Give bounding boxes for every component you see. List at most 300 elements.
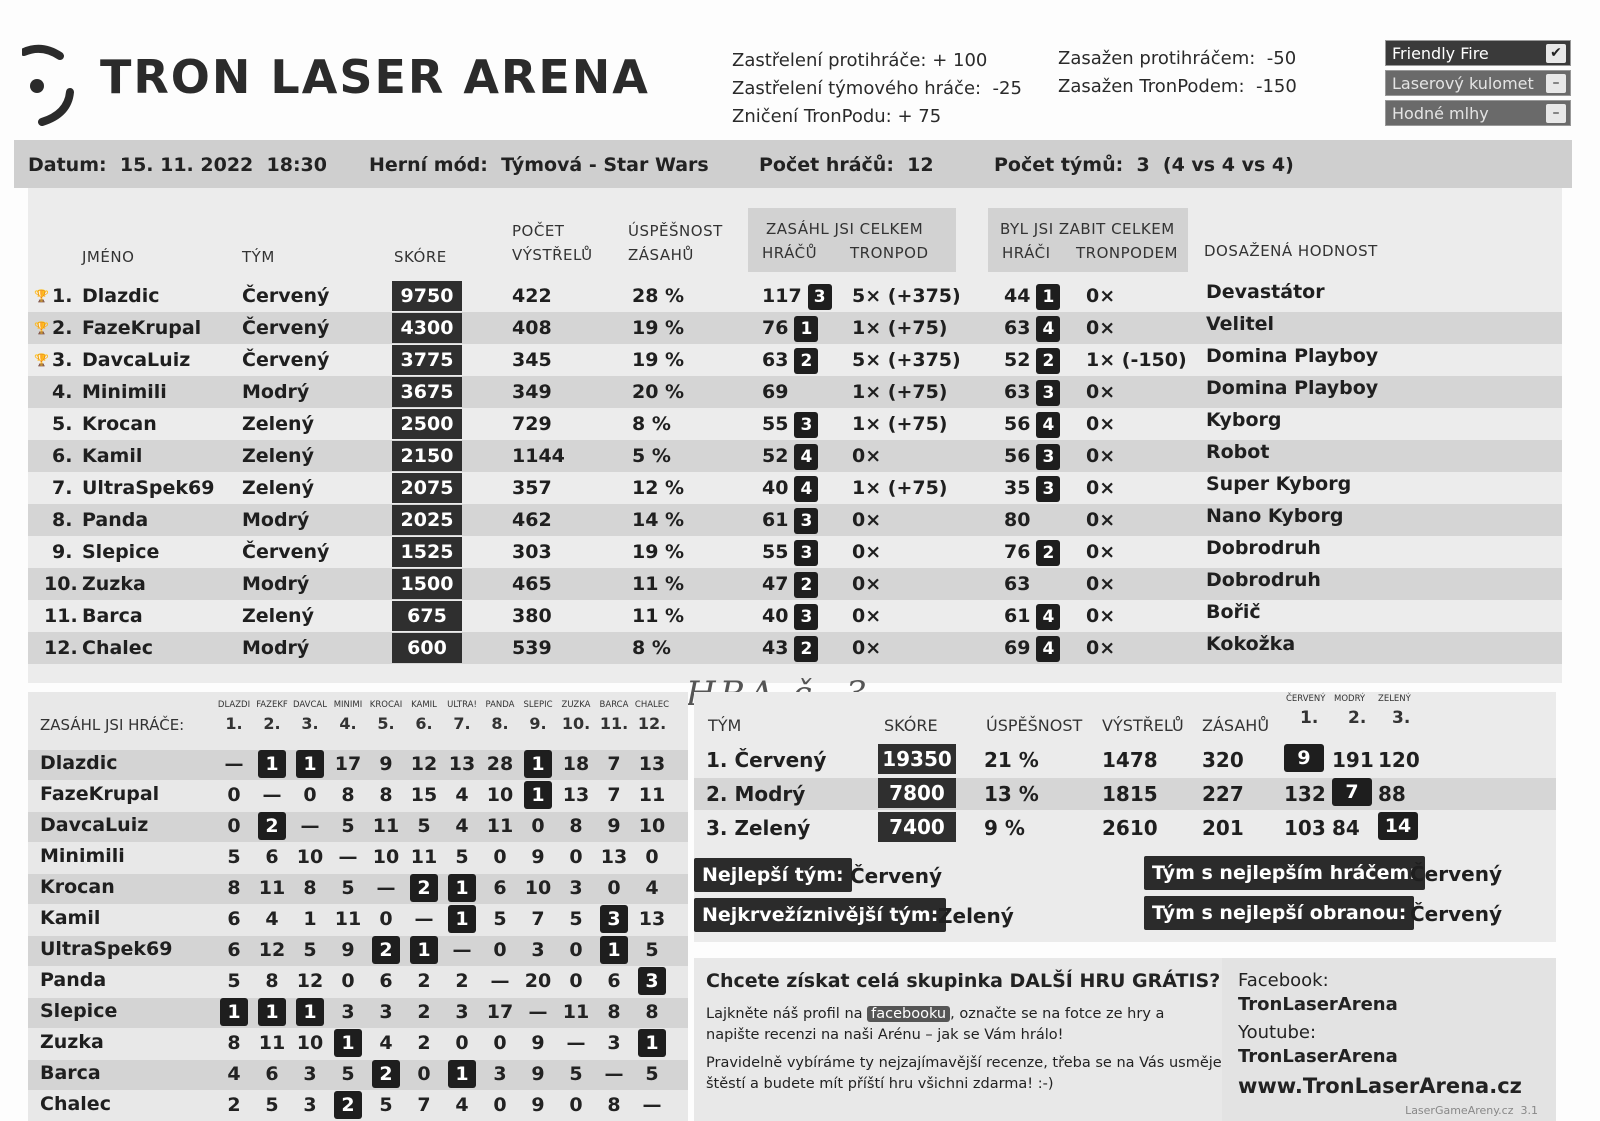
matrix-col-short: ULTRA! xyxy=(447,700,477,710)
matrix-cell: 5 xyxy=(455,846,469,868)
matrix-cell: 0 xyxy=(493,1094,507,1116)
team-shots: 1815 xyxy=(1102,782,1158,806)
player-team: Zelený xyxy=(242,605,314,627)
facebook-tag: facebooku xyxy=(867,1006,950,1022)
youtube-handle: TronLaserArena xyxy=(1238,1046,1398,1067)
matrix-cell: 0 xyxy=(379,908,393,930)
game-info-bar xyxy=(14,140,1572,188)
rule-value: + 75 xyxy=(897,106,942,127)
rule-label: Zasažen protihráčem: xyxy=(1058,48,1256,69)
player-name: Zuzka xyxy=(82,573,146,595)
rule-hit-by-opponent xyxy=(1058,48,1296,69)
matrix-cell: 3 xyxy=(638,967,666,995)
player-killed-pod: 0× xyxy=(1086,445,1116,467)
player-pod-hits: 5× (+375) xyxy=(852,285,961,307)
player-killed xyxy=(1004,472,1060,504)
killed-value: 63 xyxy=(1004,381,1031,403)
hit-group-header xyxy=(748,208,956,272)
matrix-cell: 3 xyxy=(379,1001,393,1023)
matrix-row-name: FazeKrupal xyxy=(40,783,160,805)
matrix-cell: — xyxy=(566,1032,586,1054)
matrix-cell: 9 xyxy=(531,846,545,868)
player-team: Červený xyxy=(242,317,330,339)
youtube-label: Youtube: xyxy=(1238,1022,1317,1043)
matrix-row-name: Dlazdic xyxy=(40,752,118,774)
matrix-cell: 1 xyxy=(258,998,286,1026)
col-score: SKÓRE xyxy=(394,248,447,266)
matrix-cell: — xyxy=(300,815,320,837)
hits-badge: 4 xyxy=(794,476,818,502)
col-shots-2: VÝSTŘELŮ xyxy=(512,246,593,264)
team-vs-value: 103 xyxy=(1284,816,1326,840)
matrix-cell: 6 xyxy=(227,908,241,930)
col-hit-players: HRÁČŮ xyxy=(762,244,818,262)
col-team: TÝM xyxy=(242,248,275,266)
matrix-cell: 1 xyxy=(410,936,438,964)
matrix-row-name: Kamil xyxy=(40,907,101,929)
matrix-cell: — xyxy=(604,1063,624,1085)
matrix-col-short: DAVCAL xyxy=(293,700,327,710)
player-rank: Kyborg xyxy=(1206,409,1282,431)
matrix-cell: 13 xyxy=(600,846,628,868)
player-rank: Nano Kyborg xyxy=(1206,505,1344,527)
rule-label: Zasažen TronPodem: xyxy=(1058,76,1245,97)
facebook-handle: TronLaserArena xyxy=(1238,994,1398,1015)
matrix-cell: 11 xyxy=(562,1001,590,1023)
col-shots-1: POČET xyxy=(512,222,565,240)
website-link[interactable]: www.TronLaserArena.cz xyxy=(1238,1074,1522,1098)
team-col-hits: ZÁSAHŮ xyxy=(1202,716,1270,735)
player-score: 2150 xyxy=(392,441,462,471)
killed-group-header xyxy=(988,208,1188,272)
team-hits: 201 xyxy=(1202,816,1244,840)
player-team: Zelený xyxy=(242,477,314,499)
contact-panel xyxy=(1222,958,1556,1121)
player-score: 2500 xyxy=(392,409,462,439)
player-killed-pod: 1× (-150) xyxy=(1086,349,1187,371)
team-hits: 227 xyxy=(1202,782,1244,806)
promo-line-4: štěstí a budete mít příští hru všichni zdarma! :-) xyxy=(706,1076,1054,1092)
promo-headline: Chcete získat celá skupinka DALŠÍ HRU GRÁTIS? xyxy=(706,970,1221,992)
player-hits xyxy=(762,600,818,632)
killed-badge: 4 xyxy=(1036,316,1060,342)
player-pod-hits: 5× (+375) xyxy=(852,349,961,371)
player-rank: Super Kyborg xyxy=(1206,473,1352,495)
matrix-col-short: SLEPIC xyxy=(523,700,553,710)
player-name: FazeKrupal xyxy=(82,317,202,339)
trophy-icon: 🏆 xyxy=(34,321,49,335)
player-accuracy: 19 % xyxy=(632,317,685,339)
matrix-cell: 2 xyxy=(227,1094,241,1116)
player-name: Minimili xyxy=(82,381,167,403)
matrix-cell: 17 xyxy=(486,1001,514,1023)
hits-value: 117 xyxy=(762,285,802,307)
player-pod-hits: 0× xyxy=(852,509,882,531)
player-pod-hits: 0× xyxy=(852,573,882,595)
matrix-cell: 0 xyxy=(493,939,507,961)
rule-kill-teammate xyxy=(732,78,1022,99)
matrix-cell: 8 xyxy=(227,1032,241,1054)
trophy-icon: 🏆 xyxy=(34,353,49,367)
killed-value: 63 xyxy=(1004,317,1031,339)
player-killed xyxy=(1004,376,1060,408)
team-col-team: TÝM xyxy=(708,716,742,735)
matrix-cell: 6 xyxy=(265,846,279,868)
player-accuracy: 14 % xyxy=(632,509,685,531)
matrix-cell: 2 xyxy=(410,874,438,902)
player-killed-pod: 0× xyxy=(1086,605,1116,627)
date-label: Datum: xyxy=(28,154,107,176)
team-name: 1. Červený xyxy=(706,748,827,772)
matrix-cell: 5 xyxy=(645,1063,659,1085)
player-name: Barca xyxy=(82,605,143,627)
matrix-row-name: Slepice xyxy=(40,1000,118,1022)
matrix-cell: 9 xyxy=(531,1032,545,1054)
matrix-cell: 1 xyxy=(220,998,248,1026)
matrix-cell: 0 xyxy=(227,815,241,837)
trophy-icon: 🏆 xyxy=(34,289,49,303)
player-shots: 465 xyxy=(512,573,552,595)
player-name: DavcaLuiz xyxy=(82,349,191,371)
matrix-cell: 3 xyxy=(531,939,545,961)
player-place: 7. xyxy=(52,477,73,499)
matrix-cell: 6 xyxy=(227,939,241,961)
matrix-col-short: KROCAI xyxy=(369,700,403,710)
matrix-cell: 8 xyxy=(341,784,355,806)
player-killed xyxy=(1004,312,1060,344)
matrix-cell: 9 xyxy=(379,753,393,775)
team-shots: 2610 xyxy=(1102,816,1158,840)
player-killed-pod: 0× xyxy=(1086,285,1116,307)
player-place: 9. xyxy=(52,541,73,563)
team-col-acc: ÚSPĚŠNOST xyxy=(986,716,1083,735)
matrix-cell: 0 xyxy=(417,1063,431,1085)
matrix-cell: 28 xyxy=(486,753,514,775)
player-score: 600 xyxy=(392,633,462,663)
matrix-col-num: 8. xyxy=(491,714,509,733)
team-vs-badge: 7 xyxy=(1332,778,1372,806)
matrix-cell: 4 xyxy=(645,877,659,899)
bloodiest-team-value: Zelený xyxy=(938,904,1014,928)
player-accuracy: 19 % xyxy=(632,349,685,371)
date-value: 15. 11. 2022 18:30 xyxy=(119,154,327,176)
matrix-cell: 0 xyxy=(531,815,545,837)
matrix-cell: 8 xyxy=(379,784,393,806)
team-vs-value: 191 xyxy=(1332,748,1374,772)
best-player-team-value: Červený xyxy=(1410,862,1502,886)
matrix-cell: 20 xyxy=(524,970,552,992)
player-killed-pod: 0× xyxy=(1086,541,1116,563)
matrix-row-name: Minimili xyxy=(40,845,125,867)
best-team-label: Nejlepší tým: xyxy=(694,858,852,892)
minus-icon: – xyxy=(1546,74,1566,93)
matrix-cell: 8 xyxy=(607,1094,621,1116)
player-pod-hits: 0× xyxy=(852,605,882,627)
matrix-cell: 0 xyxy=(303,784,317,806)
player-pod-hits: 0× xyxy=(852,445,882,467)
matrix-cell: 2 xyxy=(258,812,286,840)
player-killed xyxy=(1004,344,1060,376)
player-score: 9750 xyxy=(392,281,462,311)
rule-value: + 100 xyxy=(932,50,988,71)
rule-destroy-pod xyxy=(732,106,941,127)
minus-icon: – xyxy=(1546,104,1566,123)
team-col-num: 3. xyxy=(1392,708,1411,728)
hits-value: 55 xyxy=(762,541,789,563)
matrix-cell: 2 xyxy=(455,970,469,992)
player-pod-hits: 1× (+75) xyxy=(852,317,948,339)
rule-hit-by-pod xyxy=(1058,76,1297,97)
teams-info xyxy=(994,154,1294,176)
matrix-cell: 7 xyxy=(531,908,545,930)
matrix-cell: 7 xyxy=(417,1094,431,1116)
player-killed xyxy=(1004,440,1060,472)
matrix-row-name: UltraSpek69 xyxy=(40,938,173,960)
matrix-cell: 5 xyxy=(379,1094,393,1116)
matrix-cell: 1 xyxy=(296,750,324,778)
matrix-cell: 1 xyxy=(448,874,476,902)
matrix-cell: 12 xyxy=(296,970,324,992)
killed-value: 69 xyxy=(1004,637,1031,659)
matrix-col-num: 3. xyxy=(301,714,319,733)
rule-value: -50 xyxy=(1266,48,1297,69)
matrix-row-name: DavcaLuiz xyxy=(40,814,149,836)
player-place: 4. xyxy=(52,381,73,403)
team-score: 7800 xyxy=(878,778,956,808)
matrix-cell: 11 xyxy=(486,815,514,837)
rule-label: Zastřelení protihráče: xyxy=(732,50,927,71)
player-accuracy: 19 % xyxy=(632,541,685,563)
player-killed xyxy=(1004,408,1060,440)
player-place: 10. xyxy=(44,573,78,595)
player-killed xyxy=(1004,632,1060,664)
player-accuracy: 20 % xyxy=(632,381,685,403)
matrix-cell: 18 xyxy=(562,753,590,775)
player-place: 2. xyxy=(52,317,73,339)
team-col-num: 2. xyxy=(1348,708,1367,728)
matrix-cell: 2 xyxy=(417,1032,431,1054)
matrix-cell: 2 xyxy=(334,1091,362,1119)
matrix-cell: 2 xyxy=(417,1001,431,1023)
hits-badge: 3 xyxy=(794,604,818,630)
matrix-cell: 11 xyxy=(372,815,400,837)
col-rank: DOSAŽENÁ HODNOST xyxy=(1204,242,1378,260)
matrix-cell: 3 xyxy=(455,1001,469,1023)
facebook-label: Facebook: xyxy=(1238,970,1329,991)
player-place: 5. xyxy=(52,413,73,435)
player-shots: 729 xyxy=(512,413,552,435)
matrix-cell: 4 xyxy=(379,1032,393,1054)
player-accuracy: 8 % xyxy=(632,637,671,659)
matrix-cell: 7 xyxy=(607,753,621,775)
hits-badge: 2 xyxy=(794,348,818,374)
hits-value: 47 xyxy=(762,573,789,595)
team-accuracy: 21 % xyxy=(984,748,1039,772)
player-team: Červený xyxy=(242,349,330,371)
matrix-cell: 17 xyxy=(334,753,362,775)
matrix-cell: 3 xyxy=(303,1063,317,1085)
team-hits: 320 xyxy=(1202,748,1244,772)
col-name: JMÉNO xyxy=(82,248,135,266)
player-killed xyxy=(1004,504,1030,536)
matrix-col-short: MINIMI xyxy=(333,700,363,710)
matrix-cell: 4 xyxy=(455,1094,469,1116)
player-killed-pod: 0× xyxy=(1086,477,1116,499)
player-accuracy: 11 % xyxy=(632,573,685,595)
player-pod-hits: 1× (+75) xyxy=(852,477,948,499)
team-vs-value: 120 xyxy=(1378,748,1420,772)
matrix-cell: 0 xyxy=(493,846,507,868)
player-killed xyxy=(1004,600,1060,632)
matrix-col-num: 1. xyxy=(225,714,243,733)
player-rank: Bořič xyxy=(1206,601,1261,623)
matrix-cell: 2 xyxy=(372,1060,400,1088)
killed-badge: 4 xyxy=(1036,604,1060,630)
matrix-cell: 11 xyxy=(638,784,666,806)
hits-value: 55 xyxy=(762,413,789,435)
matrix-cell: 2 xyxy=(372,936,400,964)
team-name: 2. Modrý xyxy=(706,782,806,806)
matrix-cell: 0 xyxy=(569,846,583,868)
check-icon: ✔ xyxy=(1546,44,1566,63)
player-accuracy: 5 % xyxy=(632,445,671,467)
matrix-cell: 5 xyxy=(227,970,241,992)
date-info xyxy=(28,154,327,176)
player-hits xyxy=(762,632,818,664)
matrix-cell: 6 xyxy=(607,970,621,992)
matrix-cell: 9 xyxy=(341,939,355,961)
killed-badge: 3 xyxy=(1036,444,1060,470)
player-hits xyxy=(762,568,818,600)
matrix-col-num: 6. xyxy=(415,714,433,733)
option-fog xyxy=(1385,100,1571,126)
col-killed-pod: TRONPODEM xyxy=(1076,244,1178,262)
matrix-cell: 0 xyxy=(569,939,583,961)
matrix-col-short: PANDA xyxy=(485,700,515,710)
matrix-cell: 10 xyxy=(486,784,514,806)
player-shots: 349 xyxy=(512,381,552,403)
matrix-col-num: 10. xyxy=(561,714,591,733)
option-label: Laserový kulomet xyxy=(1392,74,1534,93)
player-name: Kamil xyxy=(82,445,143,467)
matrix-col-num: 12. xyxy=(637,714,667,733)
player-rank: Domina Playboy xyxy=(1206,377,1379,399)
player-hits xyxy=(762,344,818,376)
matrix-cell: 5 xyxy=(227,846,241,868)
killed-value: 61 xyxy=(1004,605,1031,627)
matrix-cell: 15 xyxy=(410,784,438,806)
matrix-col-short: DLAZDI xyxy=(217,700,251,710)
matrix-cell: — xyxy=(528,1001,548,1023)
killed-badge: 3 xyxy=(1036,476,1060,502)
team-col-score: SKÓRE xyxy=(884,716,938,735)
matrix-col-short: KAMIL xyxy=(411,700,437,710)
rule-label: Zastřelení týmového hráče: xyxy=(732,78,982,99)
matrix-cell: 0 xyxy=(645,846,659,868)
hits-value: 76 xyxy=(762,317,789,339)
matrix-col-num: 5. xyxy=(377,714,395,733)
hits-value: 69 xyxy=(762,381,789,403)
killed-value: 52 xyxy=(1004,349,1031,371)
team-col-small: MODRÝ xyxy=(1334,694,1366,704)
player-hits xyxy=(762,280,832,312)
player-hits xyxy=(762,536,818,568)
option-friendly-fire xyxy=(1385,40,1571,66)
matrix-cell: 12 xyxy=(258,939,286,961)
player-pod-hits: 0× xyxy=(852,541,882,563)
team-vs-value: 84 xyxy=(1332,816,1360,840)
best-defense-value: Červený xyxy=(1410,902,1502,926)
matrix-cell: 7 xyxy=(607,784,621,806)
player-pod-hits: 1× (+75) xyxy=(852,381,948,403)
hits-badge: 2 xyxy=(794,572,818,598)
matrix-cell: — xyxy=(642,1094,662,1116)
matrix-cell: 13 xyxy=(448,753,476,775)
player-hits xyxy=(762,408,818,440)
matrix-cell: 5 xyxy=(341,1063,355,1085)
rule-value: -25 xyxy=(992,78,1022,99)
hits-value: 63 xyxy=(762,349,789,371)
player-pod-hits: 0× xyxy=(852,637,882,659)
matrix-cell: 6 xyxy=(493,877,507,899)
player-shots: 408 xyxy=(512,317,552,339)
player-name: UltraSpek69 xyxy=(82,477,215,499)
player-team: Zelený xyxy=(242,413,314,435)
matrix-col-num: 11. xyxy=(599,714,629,733)
mode-value: Týmová - Star Wars xyxy=(501,154,709,176)
matrix-col-short: CHALEC xyxy=(634,700,670,710)
rule-kill-opponent xyxy=(732,50,987,71)
player-killed-pod: 0× xyxy=(1086,509,1116,531)
players-label: Počet hráčů: xyxy=(759,154,894,176)
matrix-cell: 0 xyxy=(341,970,355,992)
matrix-cell: 5 xyxy=(265,1094,279,1116)
option-laser-gun xyxy=(1385,70,1571,96)
killed-badge: 2 xyxy=(1036,540,1060,566)
player-score: 2025 xyxy=(392,505,462,535)
team-shots: 1478 xyxy=(1102,748,1158,772)
matrix-cell: 13 xyxy=(638,753,666,775)
matrix-cell: 8 xyxy=(227,877,241,899)
matrix-cell: 1 xyxy=(303,908,317,930)
hits-badge: 3 xyxy=(794,508,818,534)
hits-value: 40 xyxy=(762,477,789,499)
matrix-cell: 4 xyxy=(455,784,469,806)
matrix-cell: 0 xyxy=(455,1032,469,1054)
player-rank: Domina Playboy xyxy=(1206,345,1379,367)
matrix-cell: 5 xyxy=(493,908,507,930)
matrix-col-short: FAZEKF xyxy=(256,700,288,710)
player-rank: Robot xyxy=(1206,441,1270,463)
teams-label: Počet týmů: xyxy=(994,154,1124,176)
team-vs-value: 132 xyxy=(1284,782,1326,806)
promo-text: Lajkněte náš profil na xyxy=(706,1006,868,1022)
player-hits xyxy=(762,504,818,536)
matrix-cell: — xyxy=(338,846,358,868)
col-acc-2: ZÁSAHŮ xyxy=(628,246,694,264)
player-accuracy: 28 % xyxy=(632,285,685,307)
mode-label: Herní mód: xyxy=(369,154,488,176)
killed-badge: 1 xyxy=(1036,284,1060,310)
matrix-cell: 4 xyxy=(455,815,469,837)
player-team: Modrý xyxy=(242,573,310,595)
matrix-cell: 9 xyxy=(531,1094,545,1116)
matrix-cell: 1 xyxy=(448,1060,476,1088)
col-killed-group: BYL JSI ZABIT CELKEM xyxy=(1000,220,1175,238)
matrix-cell: 11 xyxy=(410,846,438,868)
player-hits xyxy=(762,376,788,408)
matrix-cell: 1 xyxy=(448,905,476,933)
